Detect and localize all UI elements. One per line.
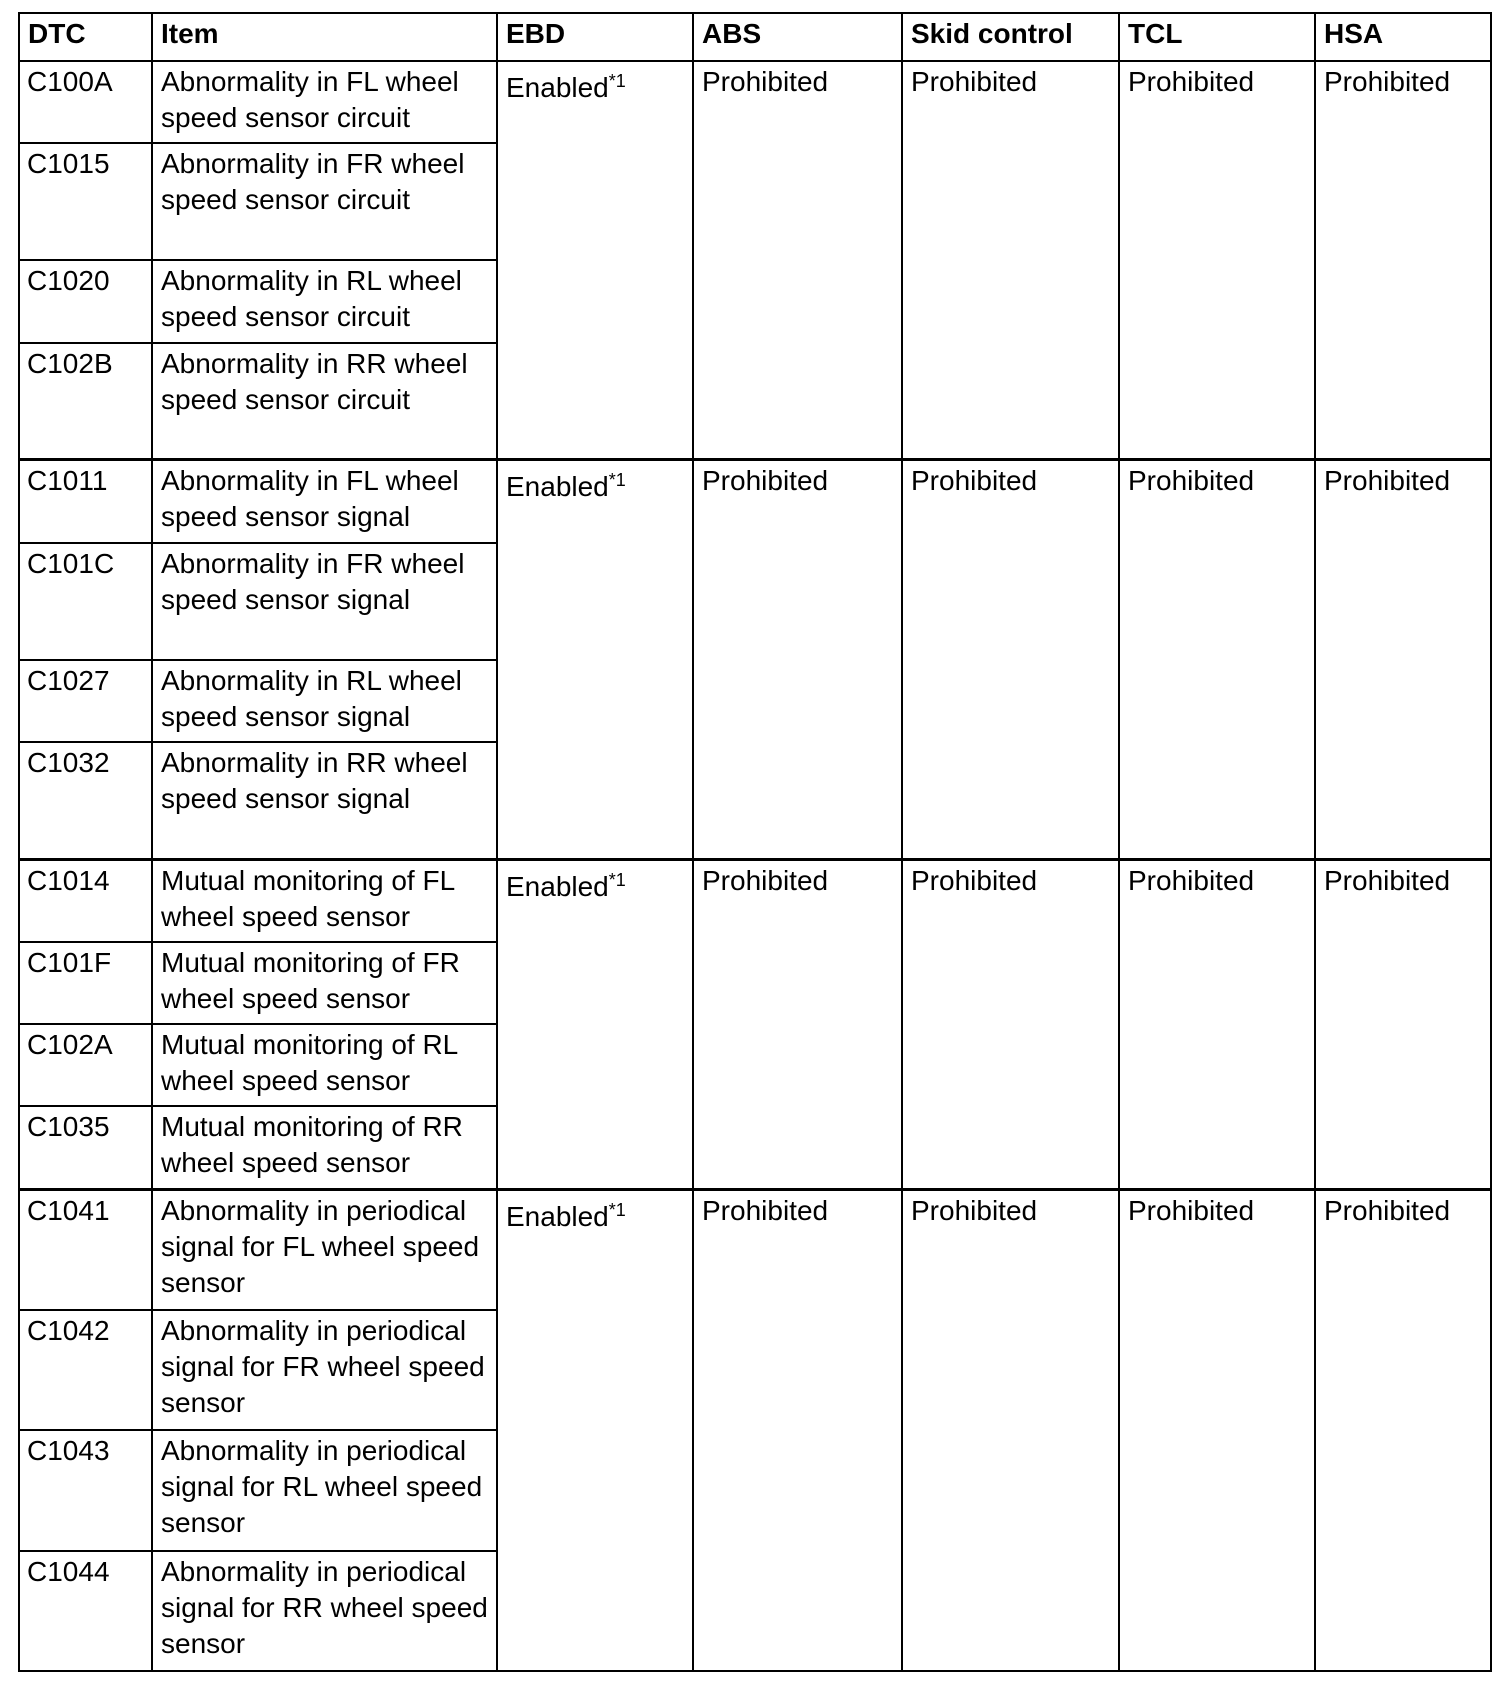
dtc-code-cell: C101C — [19, 543, 152, 660]
item-description-cell: Abnormality in FR wheel speed sensor signal — [152, 543, 497, 660]
item-description-cell: Abnormality in FL wheel speed sensor signal — [152, 460, 497, 543]
dtc-code-cell: C102A — [19, 1024, 152, 1106]
item-description-cell: Abnormality in periodical signal for FL wheel speed sensor — [152, 1189, 497, 1310]
footnote-marker: *1 — [608, 1199, 626, 1220]
ebd-status-cell — [497, 859, 693, 1189]
footnote-marker: *1 — [608, 71, 626, 91]
table-row — [19, 460, 1491, 543]
abs-status-cell: Prohibited — [693, 61, 902, 460]
dtc-fail-safe-table — [18, 12, 1492, 1672]
header-row — [19, 13, 1491, 61]
ebd-status-cell — [497, 460, 693, 859]
footnote-marker: *1 — [608, 470, 626, 491]
hsa-status-cell: Prohibited — [1315, 460, 1491, 859]
ebd-status — [506, 1193, 626, 1235]
abs-status-cell: Prohibited — [693, 859, 902, 1189]
item-description-cell: Abnormality in FL wheel speed sensor circuit — [152, 61, 497, 143]
ebd-status-text: Enabled — [506, 72, 609, 103]
tcl-status-cell: Prohibited — [1119, 460, 1315, 859]
item-description-cell: Mutual monitoring of FL wheel speed sensor — [152, 859, 497, 942]
abs-status-cell: Prohibited — [693, 460, 902, 859]
header-skid-control: Skid control — [902, 13, 1119, 61]
ebd-status-text: Enabled — [506, 471, 609, 503]
item-description-cell: Abnormality in FR wheel speed sensor circuit — [152, 143, 497, 260]
dtc-code-cell: C100A — [19, 61, 152, 143]
abs-status-cell: Prohibited — [693, 1189, 902, 1671]
item-description-cell: Abnormality in periodical signal for RL wheel speed sensor — [152, 1430, 497, 1550]
dtc-code-cell: C1011 — [19, 460, 152, 543]
skid-control-status-cell: Prohibited — [902, 1189, 1119, 1671]
dtc-code-cell: C1032 — [19, 742, 152, 859]
dtc-code-cell: C1014 — [19, 859, 152, 942]
dtc-code-cell: C1027 — [19, 660, 152, 742]
dtc-code-cell: C1035 — [19, 1106, 152, 1189]
ebd-status-cell — [497, 61, 693, 460]
dtc-code-cell: C1042 — [19, 1310, 152, 1430]
skid-control-status-cell: Prohibited — [902, 859, 1119, 1189]
header-tcl: TCL — [1119, 13, 1315, 61]
table-row — [19, 859, 1491, 942]
skid-control-status-cell: Prohibited — [902, 61, 1119, 460]
ebd-status — [506, 64, 626, 106]
footnote-marker: *1 — [608, 869, 626, 890]
dtc-code-cell: C1043 — [19, 1430, 152, 1550]
hsa-status-cell: Prohibited — [1315, 61, 1491, 460]
dtc-code-cell: C101F — [19, 942, 152, 1024]
ebd-status — [506, 463, 626, 505]
hsa-status-cell: Prohibited — [1315, 859, 1491, 1189]
hsa-status-cell: Prohibited — [1315, 1189, 1491, 1671]
dtc-code-cell: C1041 — [19, 1189, 152, 1310]
ebd-status — [506, 863, 626, 905]
header-hsa: HSA — [1315, 13, 1491, 61]
item-description-cell: Mutual monitoring of FR wheel speed sensor — [152, 942, 497, 1024]
tcl-status-cell: Prohibited — [1119, 859, 1315, 1189]
table-row — [19, 1189, 1491, 1310]
dtc-code-cell: C1020 — [19, 260, 152, 342]
item-description-cell: Abnormality in RL wheel speed sensor signal — [152, 660, 497, 742]
dtc-code-cell: C102B — [19, 343, 152, 460]
skid-control-status-cell: Prohibited — [902, 460, 1119, 859]
item-description-cell: Mutual monitoring of RL wheel speed sensor — [152, 1024, 497, 1106]
item-description-cell: Abnormality in RL wheel speed sensor circuit — [152, 260, 497, 342]
dtc-code-cell: C1044 — [19, 1551, 152, 1671]
dtc-code-cell: C1015 — [19, 143, 152, 260]
ebd-status-text: Enabled — [506, 870, 609, 902]
tcl-status-cell: Prohibited — [1119, 61, 1315, 460]
item-description-cell: Abnormality in RR wheel speed sensor circuit — [152, 343, 497, 460]
item-description-cell: Abnormality in RR wheel speed sensor signal — [152, 742, 497, 859]
header-item: Item — [152, 13, 497, 61]
item-description-cell: Mutual monitoring of RR wheel speed sensor — [152, 1106, 497, 1189]
item-description-cell: Abnormality in periodical signal for FR wheel speed sensor — [152, 1310, 497, 1430]
header-dtc: DTC — [19, 13, 152, 61]
table-row — [19, 61, 1491, 143]
header-ebd: EBD — [497, 13, 693, 61]
ebd-status-cell — [497, 1189, 693, 1671]
header-abs: ABS — [693, 13, 902, 61]
ebd-status-text: Enabled — [506, 1200, 609, 1232]
item-description-cell: Abnormality in periodical signal for RR wheel speed sensor — [152, 1551, 497, 1671]
tcl-status-cell: Prohibited — [1119, 1189, 1315, 1671]
